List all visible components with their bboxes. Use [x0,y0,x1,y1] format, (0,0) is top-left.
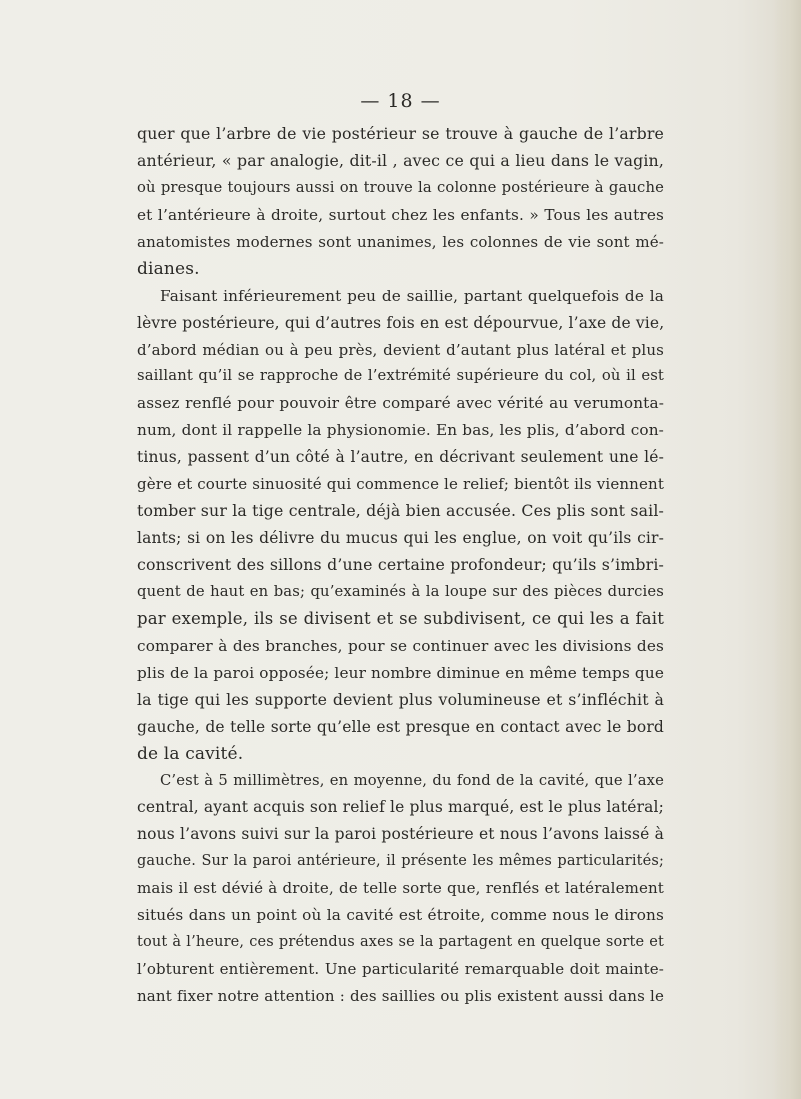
page-edge-shadow [773,0,801,1099]
text-line: anatomistes modernes sont unanimes, les colonnes de vie sont mé- [137,232,664,251]
text-line: et l’antérieure à droite, surtout chez les enfants. » Tous les autres [137,205,664,224]
text-line: gère et courte sinuosité qui commence le relief; bientôt ils viennent [137,475,664,494]
text-line: l’obturent entièrement. Une particularité remarquable doit mainte- [137,960,664,979]
body-text [137,121,664,1010]
text-line: quent de haut en bas; qu’examinés à la loupe sur des pièces durcies [137,582,664,600]
text-line: tinus, passent d’un côté à l’autre, en décrivant seulement une lé- [137,448,664,467]
text-line: gauche. Sur la paroi antérieure, il présente les mêmes particularités; [137,853,664,870]
text-line: d’abord médian ou à peu près, devient d’autant plus latéral et plus [137,340,664,359]
text-line: saillant qu’il se rapproche de l’extrémité supérieure du col, où il est [137,367,664,385]
page-number: — 18 — [360,90,441,112]
text-line: gauche, de telle sorte qu’elle est presque en contact avec le bord [137,717,664,736]
text-line: comparer à des branches, pour se continuer avec les divisions des [137,636,664,655]
text-line: situés dans un point où la cavité est étroite, comme nous le dirons [137,906,664,925]
paragraph-end-line: dianes. [137,258,200,279]
paragraph-first-line: Faisant inférieurement peu de saillie, partant quelquefois de la [160,286,664,305]
text-line: conscrivent des sillons d’une certaine profondeur; qu’ils s’imbri- [137,555,664,574]
text-line: nous l’avons suivi sur la paroi postérieure et nous l’avons laissé à [137,825,664,844]
text-line: tomber sur la tige centrale, déjà bien accusée. Ces plis sont sail- [137,501,664,521]
text-line: par exemple, ils se divisent et se subdivisent, ce qui les a fait [137,608,664,628]
text-line: quer que l’arbre de vie postérieur se trouve à gauche de l’arbre [137,124,664,143]
text-line: plis de la paroi opposée; leur nombre diminue en même temps que [137,663,664,682]
text-line: mais il est dévié à droite, de telle sorte que, renflés et latéralement [137,879,664,898]
text-line: la tige qui les supporte devient plus volumineuse et s’infléchit à [137,689,664,709]
text-line: tout à l’heure, ces prétendus axes se la partagent en quelque sorte et [137,934,664,951]
text-line: où presque toujours aussi on trouve la colonne postérieure à gauche [137,178,664,196]
text-line: central, ayant acquis son relief le plus marqué, est le plus latéral; [137,798,665,817]
text-line: nant fixer notre attention : des saillies ou plis existent aussi dans le [137,987,664,1005]
text-line: num, dont il rappelle la physionomie. En bas, les plis, d’abord con- [137,421,664,440]
text-line: assez renflé pour pouvoir être comparé avec vérité au verumonta- [137,394,664,413]
paragraph-first-line: C’est à 5 millimètres, en moyenne, du fond de la cavité, que l’axe [160,771,664,789]
paragraph-end-line: de la cavité. [137,743,244,764]
text-line: antérieur, « par analogie, dit-il , avec ce qui a lieu dans le vagin, [137,150,664,170]
text-line: lèvre postérieure, qui d’autres fois en est dépourvue, l’axe de vie, [137,313,665,332]
text-line: lants; si on les délivre du mucus qui les englue, on voit qu’ils cir- [137,529,664,548]
